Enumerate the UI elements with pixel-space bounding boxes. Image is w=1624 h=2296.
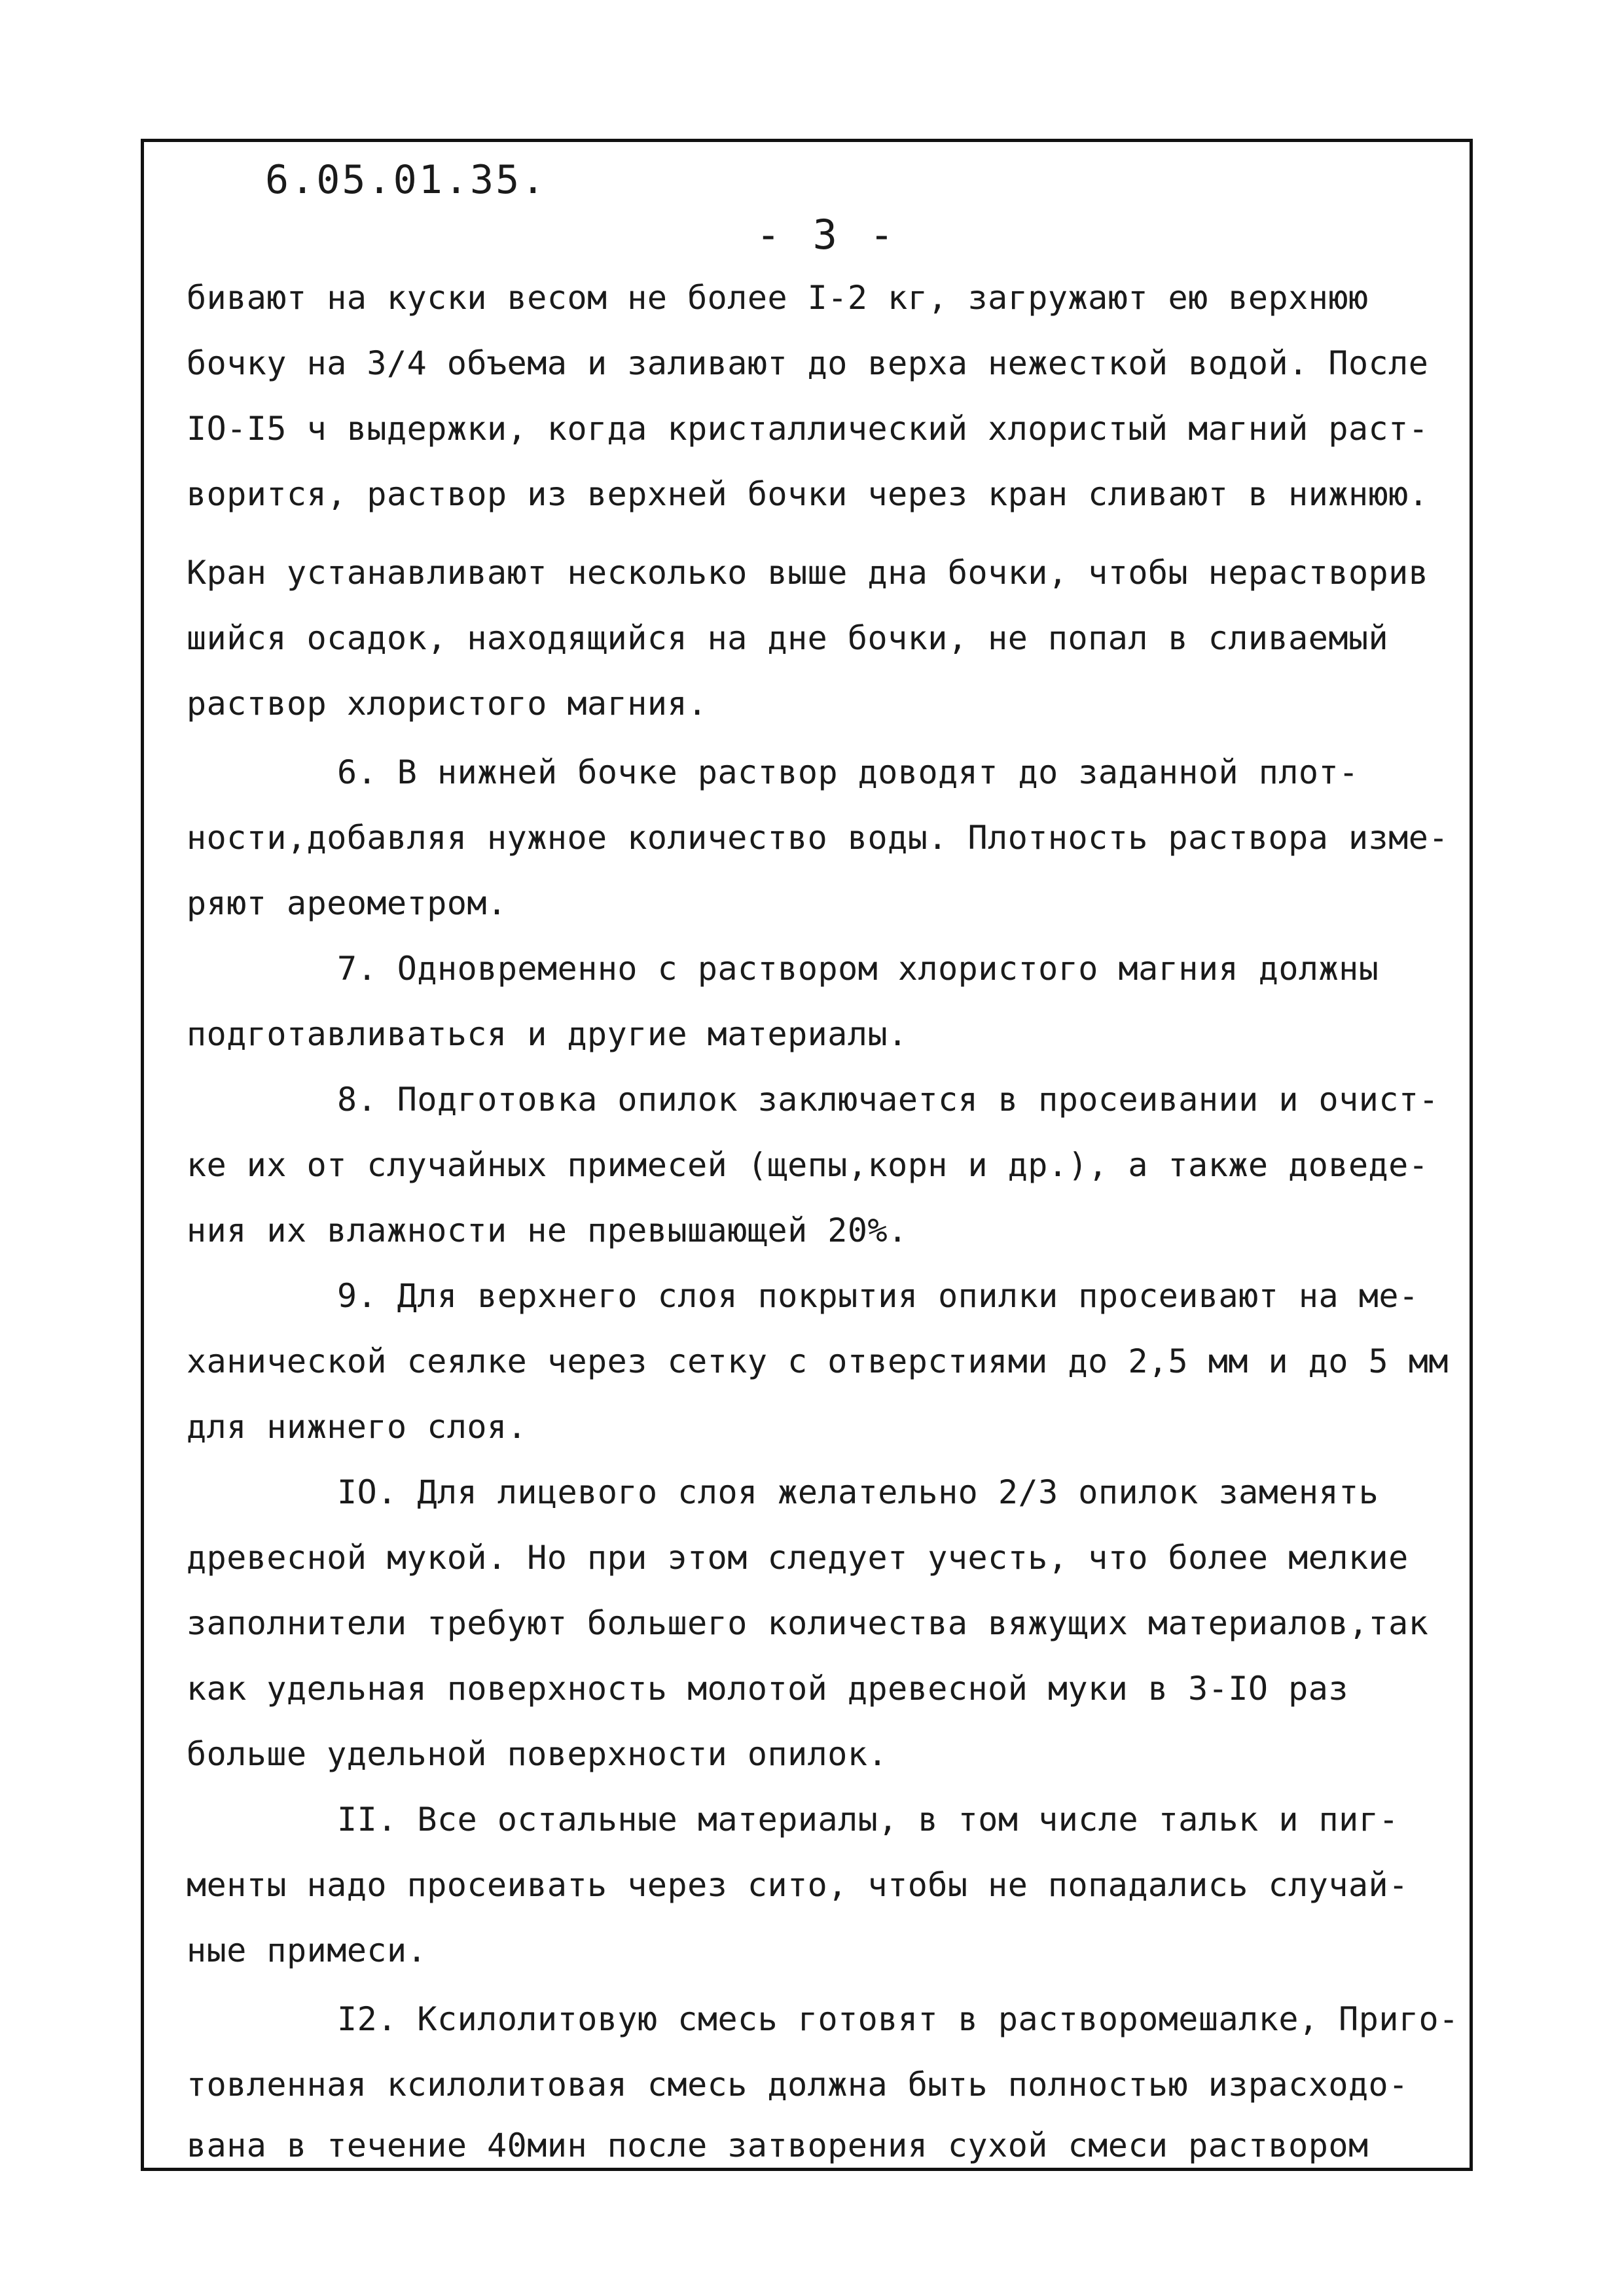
paragraph-start: I2. Ксилолитовую смесь готовят в растворомешалке, Приго- (337, 2000, 1459, 2038)
text-line: ке их от случайных примесей (щепы,корн и др.), а также доведе- (187, 1146, 1429, 1184)
text-line: товленная ксилолитовая смесь должна быть полностью израсходо- (187, 2066, 1409, 2104)
text-line: бивают на куски весом не более I-2 кг, загружают ею верхнюю (187, 279, 1369, 317)
text-line: заполнители требуют большего количества вяжущих материалов,так (187, 1604, 1429, 1642)
text-line: раствор хлористого магния. (187, 685, 708, 723)
text-line: ряют ареометром. (187, 884, 507, 922)
text-line: шийся осадок, находящийся на дне бочки, не попал в сливаемый (187, 619, 1389, 657)
paragraph-start: 6. В нижней бочке раствор доводят до заданной плот- (337, 753, 1359, 791)
text-line: Кран устанавливают несколько выше дна бочки, чтобы нерастворив (187, 554, 1429, 592)
page-number: - 3 - (756, 211, 898, 259)
text-line: подготавливаться и другие материалы. (187, 1015, 908, 1053)
paragraph-start: II. Все остальные материалы, в том числе тальк и пиг- (337, 1801, 1399, 1839)
text-line: IO-I5 ч выдержки, когда кристаллический хлористый магний раст- (187, 410, 1429, 448)
text-line: ности,добавляя нужное количество воды. Плотность раствора изме- (187, 819, 1449, 857)
text-line: бочку на 3/4 объема и заливают до верха нежесткой водой. После (187, 344, 1429, 382)
text-line: ные примеси. (187, 1931, 427, 1969)
document-code: 6.05.01.35. (265, 157, 547, 203)
text-line: менты надо просеивать через сито, чтобы не попадались случай- (187, 1866, 1409, 1904)
text-line: древесной мукой. Но при этом следует учесть, что более мелкие (187, 1539, 1409, 1577)
paragraph-start: 7. Одновременно с раствором хлористого магния должны (337, 950, 1379, 988)
text-line: как удельная поверхность молотой древесной муки в 3-IO раз (187, 1670, 1348, 1708)
text-line: ханической сеялке через сетку с отверстиями до 2,5 мм и до 5 мм (187, 1342, 1449, 1380)
text-line: больше удельной поверхности опилок. (187, 1735, 888, 1773)
text-line: для нижнего слоя. (187, 1408, 528, 1446)
paragraph-start: IO. Для лицевого слоя желательно 2/3 опилок заменять (337, 1473, 1379, 1511)
text-line: ния их влажности не превышающей 20%. (187, 1211, 908, 1249)
text-line: ворится, раствор из верхней бочки через кран сливают в нижнюю. (187, 475, 1429, 513)
paragraph-start: 9. Для верхнего слоя покрытия опилки просеивают на ме- (337, 1277, 1419, 1315)
text-line: вана в течение 40мин после затворения сухой смеси раствором (187, 2126, 1369, 2164)
paragraph-start: 8. Подготовка опилок заключается в просеивании и очист- (337, 1081, 1439, 1119)
